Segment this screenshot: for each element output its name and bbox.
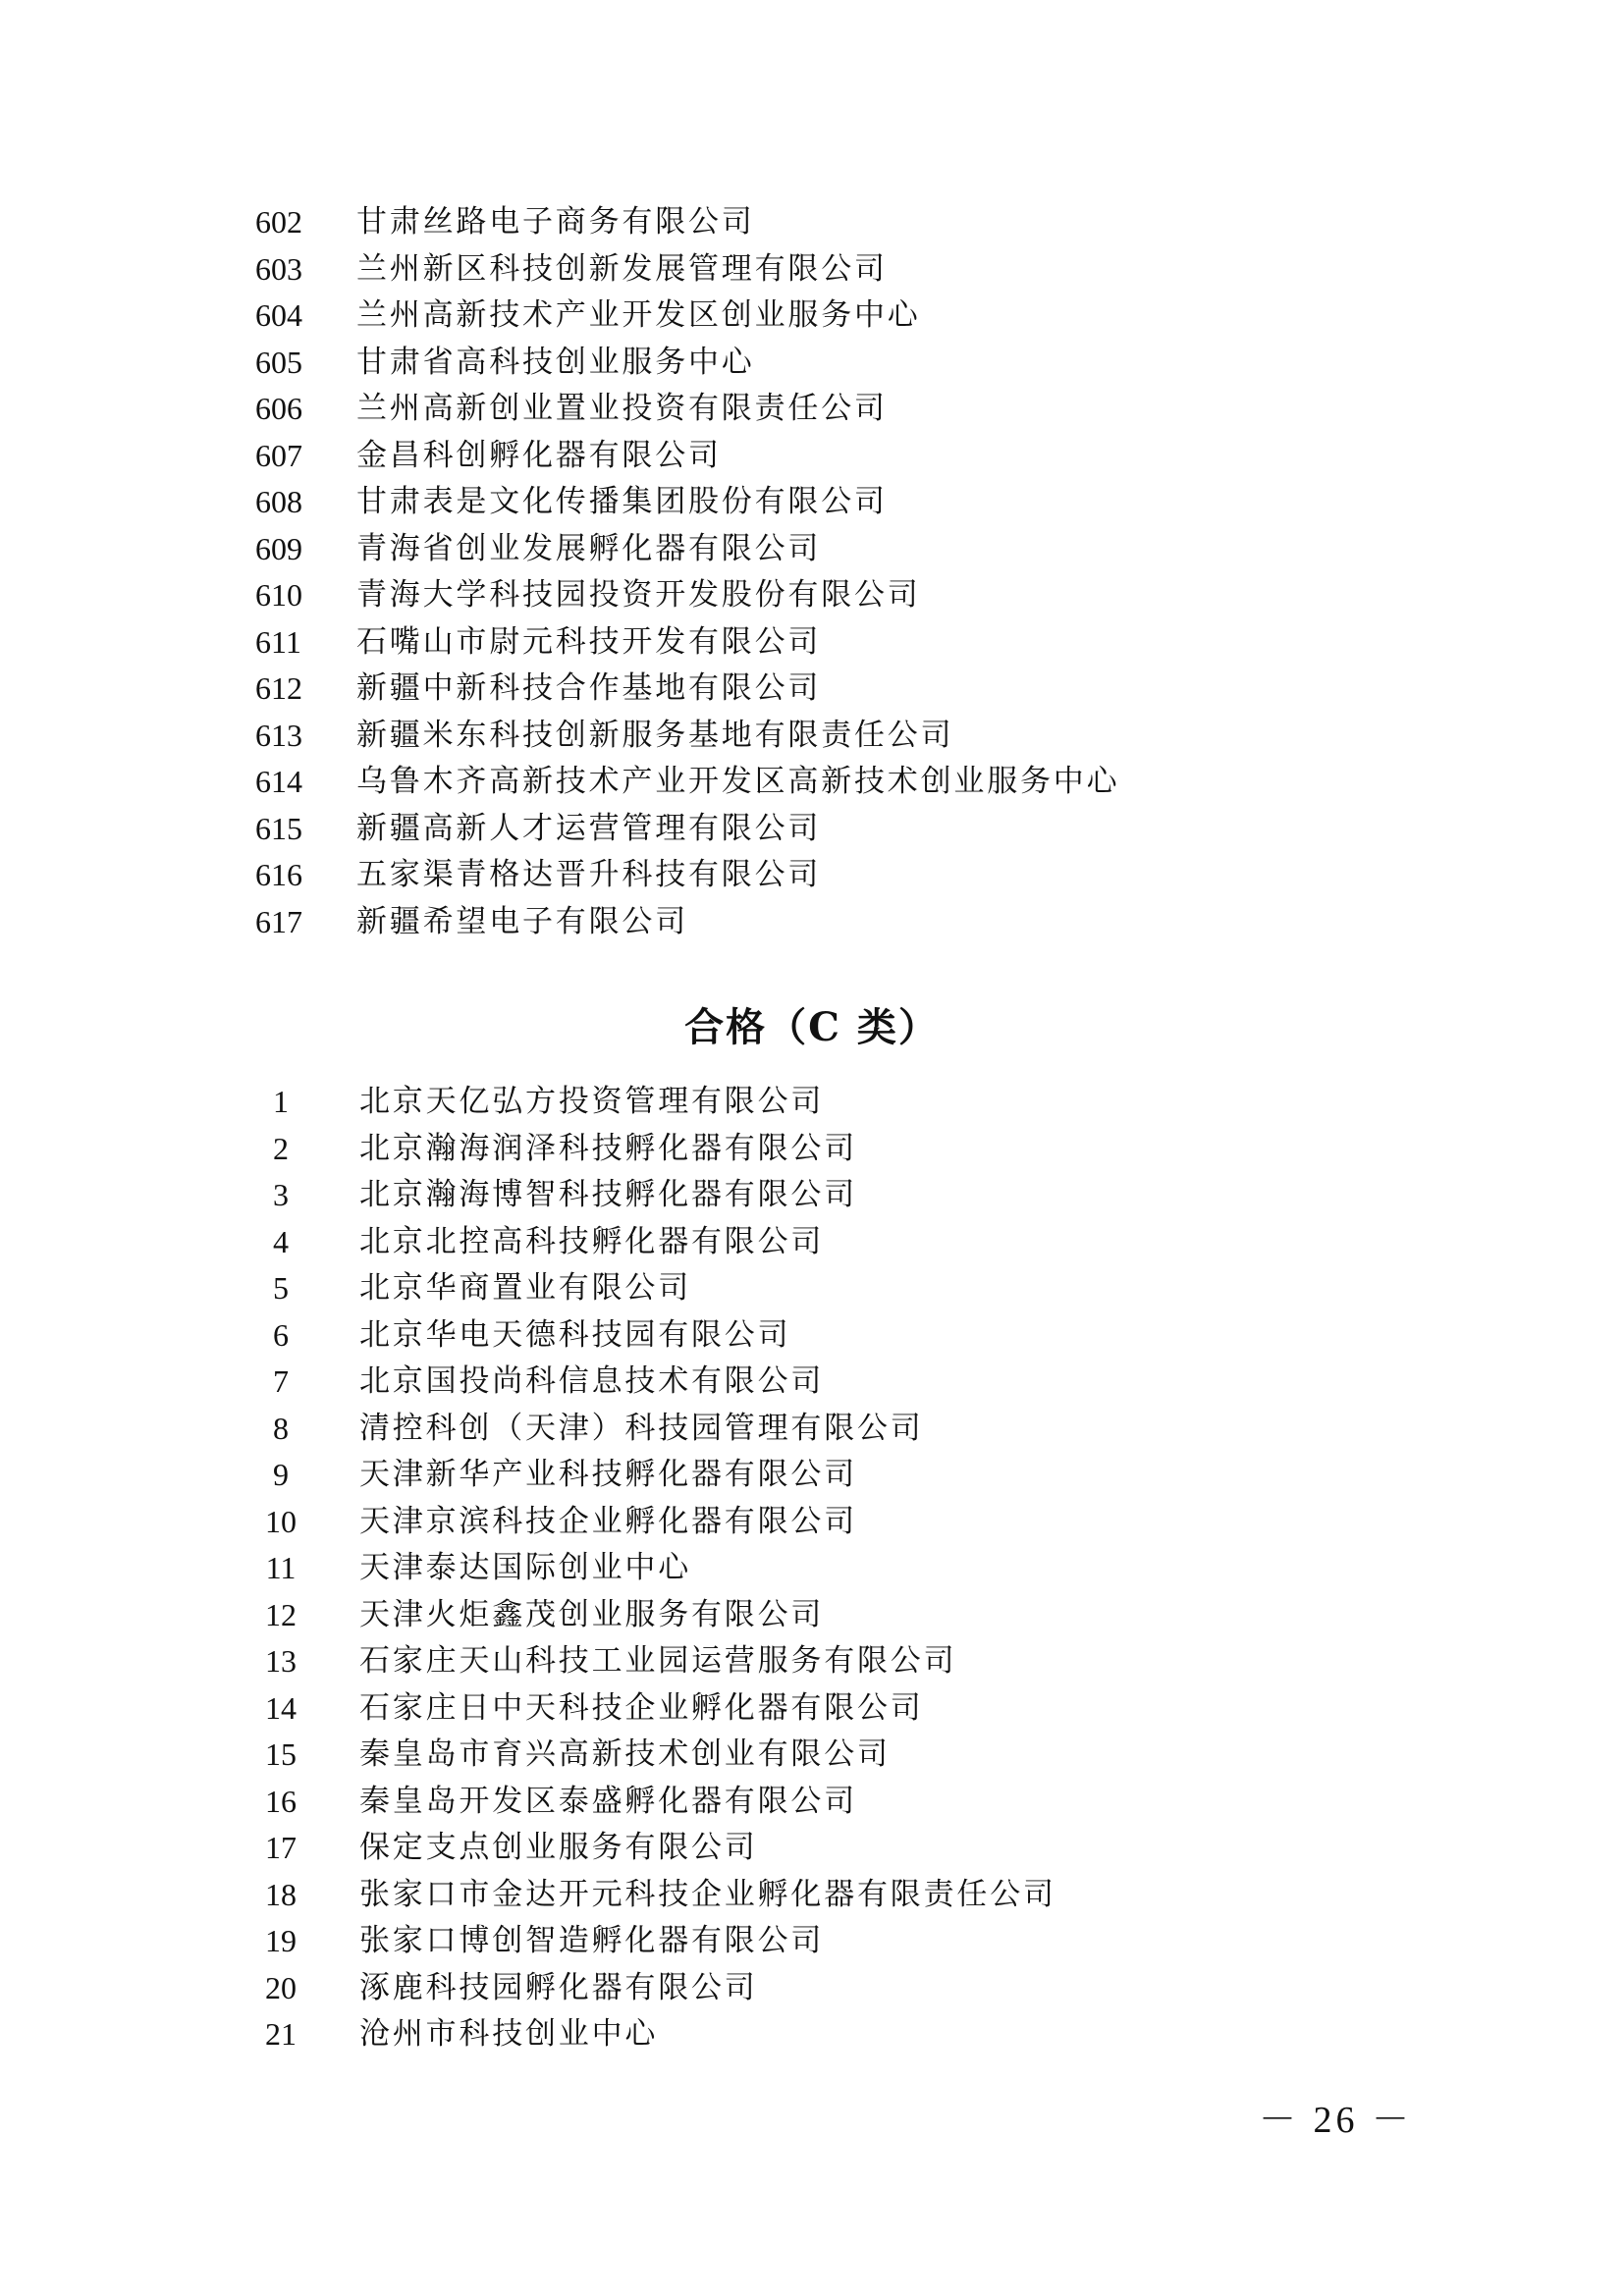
- item-name: 北京瀚海润泽科技孵化器有限公司: [359, 1130, 857, 1166]
- item-number: 7: [273, 1363, 289, 1399]
- item-number: 9: [273, 1457, 289, 1492]
- item-name: 青海大学科技园投资开发股份有限公司: [356, 577, 921, 613]
- item-name: 沧州市科技创业中心: [359, 2016, 659, 2052]
- item-name: 天津新华产业科技孵化器有限公司: [359, 1457, 857, 1492]
- item-name: 天津泰达国际创业中心: [359, 1550, 691, 1585]
- item-name: 北京华商置业有限公司: [359, 1270, 691, 1306]
- item-name: 甘肃表是文化传播集团股份有限公司: [356, 484, 888, 519]
- item-number: 612: [255, 670, 302, 706]
- item-number: 605: [255, 344, 302, 380]
- item-number: 20: [265, 1969, 297, 2005]
- item-number: 607: [255, 437, 302, 473]
- item-number: 606: [255, 391, 302, 426]
- item-name: 兰州新区科技创新发展管理有限公司: [356, 250, 888, 287]
- item-name: 新疆中新科技合作基地有限公司: [356, 670, 822, 706]
- item-name: 石家庄日中天科技企业孵化器有限公司: [359, 1689, 924, 1726]
- item-name: 新疆米东科技创新服务基地有限责任公司: [356, 717, 954, 753]
- item-name: 天津京滨科技企业孵化器有限公司: [359, 1503, 857, 1539]
- item-name: 天津火炬鑫茂创业服务有限公司: [359, 1596, 825, 1632]
- item-number: 1: [273, 1084, 289, 1119]
- item-number: 608: [255, 484, 302, 519]
- item-number: 13: [265, 1643, 297, 1679]
- item-number: 17: [265, 1830, 297, 1865]
- item-number: 8: [273, 1410, 289, 1446]
- item-name: 石家庄天山科技工业园运营服务有限公司: [359, 1643, 957, 1679]
- item-name: 新疆高新人才运营管理有限公司: [356, 810, 822, 846]
- item-number: 21: [265, 2016, 297, 2052]
- item-name: 兰州高新技术产业开发区创业服务中心: [356, 297, 921, 333]
- item-name: 北京北控高科技孵化器有限公司: [359, 1223, 825, 1259]
- item-name: 张家口市金达开元科技企业孵化器有限责任公司: [359, 1876, 1056, 1912]
- section-title: 合格（C 类）: [684, 1004, 940, 1050]
- item-name: 甘肃丝路电子商务有限公司: [356, 204, 755, 240]
- item-name: 北京天亿弘方投资管理有限公司: [359, 1084, 825, 1119]
- item-number: 6: [273, 1316, 289, 1353]
- item-number: 12: [265, 1596, 297, 1632]
- item-name: 新疆希望电子有限公司: [356, 903, 688, 939]
- item-number: 2: [273, 1130, 289, 1166]
- item-number: 19: [265, 1923, 297, 1958]
- item-number: 4: [273, 1223, 289, 1259]
- page-number: － 26 －: [1259, 2100, 1414, 2141]
- item-name: 秦皇岛开发区泰盛孵化器有限公司: [359, 1783, 857, 1819]
- item-name: 北京国投尚科信息技术有限公司: [359, 1363, 825, 1399]
- item-name: 五家渠青格达晋升科技有限公司: [356, 857, 822, 892]
- item-number: 615: [255, 810, 302, 846]
- item-number: 616: [255, 857, 302, 892]
- item-name: 石嘴山市尉元科技开发有限公司: [356, 623, 822, 660]
- item-name: 金昌科创孵化器有限公司: [356, 437, 722, 473]
- item-number: 610: [255, 577, 302, 613]
- item-name: 保定支点创业服务有限公司: [359, 1830, 758, 1865]
- item-number: 5: [273, 1270, 289, 1306]
- item-number: 602: [255, 204, 302, 240]
- item-number: 609: [255, 530, 302, 566]
- item-name: 甘肃省高科技创业服务中心: [356, 344, 755, 380]
- item-name: 乌鲁木齐高新技术产业开发区高新技术创业服务中心: [356, 764, 1120, 799]
- item-number: 3: [273, 1177, 289, 1212]
- item-name: 张家口博创智造孵化器有限公司: [359, 1923, 825, 1958]
- item-name: 北京瀚海博智科技孵化器有限公司: [359, 1177, 857, 1212]
- item-number: 617: [255, 903, 302, 939]
- item-number: 18: [265, 1876, 297, 1912]
- item-number: 614: [255, 764, 302, 799]
- item-number: 10: [265, 1503, 297, 1539]
- item-name: 涿鹿科技园孵化器有限公司: [359, 1969, 758, 2005]
- item-number: 16: [265, 1783, 297, 1819]
- item-name: 青海省创业发展孵化器有限公司: [356, 530, 822, 566]
- item-number: 15: [265, 1736, 297, 1772]
- item-number: 611: [255, 623, 301, 660]
- item-name: 兰州高新创业置业投资有限责任公司: [356, 391, 888, 426]
- item-name: 清控科创（天津）科技园管理有限公司: [359, 1410, 924, 1446]
- item-number: 613: [255, 717, 302, 753]
- item-number: 603: [255, 250, 302, 287]
- item-name: 北京华电天德科技园有限公司: [359, 1316, 791, 1353]
- item-number: 14: [265, 1689, 297, 1726]
- item-name: 秦皇岛市育兴高新技术创业有限公司: [359, 1736, 891, 1772]
- item-number: 11: [265, 1550, 297, 1585]
- item-number: 604: [255, 297, 302, 333]
